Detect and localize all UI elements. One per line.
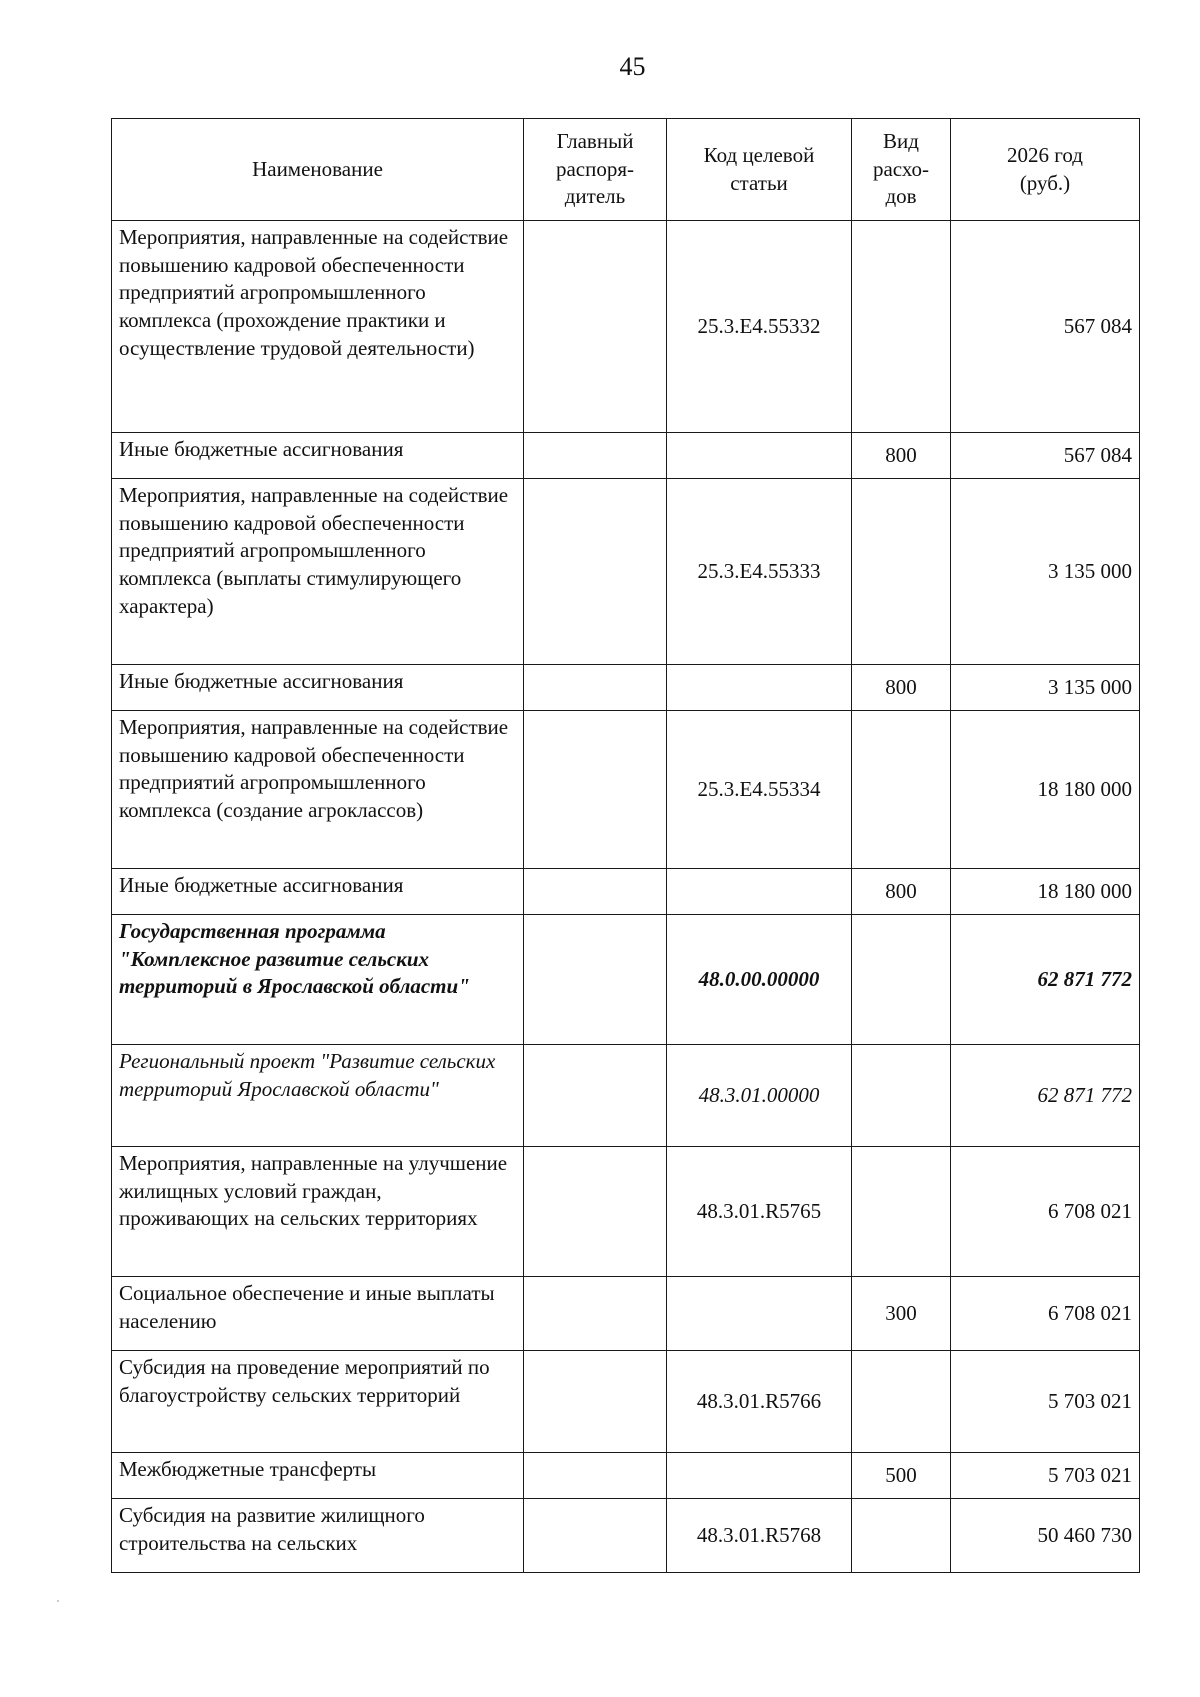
table-row	[112, 433, 1140, 479]
row-code: 25.3.Е4.55334	[667, 711, 852, 869]
row-manager	[524, 221, 667, 433]
row-manager	[524, 915, 667, 1045]
row-manager	[524, 1147, 667, 1277]
table-row	[112, 869, 1140, 915]
row-amount: 5 703 021	[951, 1351, 1140, 1453]
table-row	[112, 1277, 1140, 1351]
row-code: 48.0.00.00000	[667, 915, 852, 1045]
table-row	[112, 711, 1140, 869]
row-code	[667, 1453, 852, 1499]
row-name: Мероприятия, направленные на содействие повышению кадровой обеспеченности предприятий агропромышленного комплекса (выплаты стимулирующего характера)	[112, 479, 524, 665]
row-name: Субсидия на развитие жилищного строительства на сельских	[112, 1499, 524, 1573]
row-code: 48.3.01.R5765	[667, 1147, 852, 1277]
row-code	[667, 433, 852, 479]
row-expense-type	[852, 915, 951, 1045]
row-code: 25.3.Е4.55333	[667, 479, 852, 665]
row-manager	[524, 1453, 667, 1499]
row-expense-type	[852, 711, 951, 869]
row-name: Мероприятия, направленные на содействие повышению кадровой обеспеченности предприятий агропромышленного комплекса (прохождение практики и осуществление трудовой деятельности)	[112, 221, 524, 433]
row-expense-type	[852, 1147, 951, 1277]
row-name: Межбюджетные трансферты	[112, 1453, 524, 1499]
table-row	[112, 221, 1140, 433]
row-amount: 6 708 021	[951, 1147, 1140, 1277]
row-manager	[524, 1277, 667, 1351]
row-name: Социальное обеспечение и иные выплаты населению	[112, 1277, 524, 1351]
row-name: Государственная программа "Комплексное развитие сельских территорий в Ярославской области"	[112, 915, 524, 1045]
row-manager	[524, 433, 667, 479]
row-expense-type: 800	[852, 665, 951, 711]
row-expense-type	[852, 479, 951, 665]
header-code: Код целевой статьи	[667, 119, 852, 221]
table-row-program	[112, 915, 1140, 1045]
row-manager	[524, 1499, 667, 1573]
row-amount: 62 871 772	[951, 1045, 1140, 1147]
row-code	[667, 1277, 852, 1351]
row-amount: 6 708 021	[951, 1277, 1140, 1351]
header-row	[112, 119, 1140, 221]
row-expense-type	[852, 1045, 951, 1147]
row-manager	[524, 869, 667, 915]
row-name: Мероприятия, направленные на улучшение жилищных условий граждан, проживающих на сельских территориях	[112, 1147, 524, 1277]
row-expense-type	[852, 1499, 951, 1573]
table-row-project	[112, 1045, 1140, 1147]
row-expense-type: 300	[852, 1277, 951, 1351]
table-row	[112, 1351, 1140, 1453]
table-row	[112, 1499, 1140, 1573]
row-amount: 50 460 730	[951, 1499, 1140, 1573]
row-manager	[524, 711, 667, 869]
table-row	[112, 665, 1140, 711]
row-code: 48.3.01.R5768	[667, 1499, 852, 1573]
table-row	[112, 1453, 1140, 1499]
row-expense-type: 500	[852, 1453, 951, 1499]
row-amount: 62 871 772	[951, 915, 1140, 1045]
row-amount: 3 135 000	[951, 479, 1140, 665]
row-amount: 567 084	[951, 433, 1140, 479]
row-expense-type	[852, 1351, 951, 1453]
row-manager	[524, 665, 667, 711]
row-manager	[524, 1045, 667, 1147]
table-row	[112, 1147, 1140, 1277]
scan-speck	[57, 1600, 59, 1602]
row-name: Мероприятия, направленные на содействие повышению кадровой обеспеченности предприятий агропромышленного комплекса (создание агроклассов)	[112, 711, 524, 869]
header-manager: Главный распоря-дитель	[524, 119, 667, 221]
row-amount: 18 180 000	[951, 711, 1140, 869]
table-row	[112, 479, 1140, 665]
row-expense-type	[852, 221, 951, 433]
row-name: Региональный проект "Развитие сельских территорий Ярославской области"	[112, 1045, 524, 1147]
row-code	[667, 869, 852, 915]
budget-table	[111, 118, 1140, 1573]
header-name: Наименование	[112, 119, 524, 221]
row-amount: 5 703 021	[951, 1453, 1140, 1499]
row-manager	[524, 1351, 667, 1453]
row-expense-type: 800	[852, 869, 951, 915]
row-name: Иные бюджетные ассигнования	[112, 869, 524, 915]
row-code: 25.3.Е4.55332	[667, 221, 852, 433]
row-code: 48.3.01.R5766	[667, 1351, 852, 1453]
row-amount: 567 084	[951, 221, 1140, 433]
page-number: 45	[619, 52, 646, 81]
row-amount: 18 180 000	[951, 869, 1140, 915]
row-name: Иные бюджетные ассигнования	[112, 433, 524, 479]
row-name: Субсидия на проведение мероприятий по благоустройству сельских территорий	[112, 1351, 524, 1453]
row-name: Иные бюджетные ассигнования	[112, 665, 524, 711]
header-expense-type: Вид расхо-дов	[852, 119, 951, 221]
row-code	[667, 665, 852, 711]
header-amount: 2026 год (руб.)	[951, 119, 1140, 221]
row-manager	[524, 479, 667, 665]
row-expense-type: 800	[852, 433, 951, 479]
row-code: 48.3.01.00000	[667, 1045, 852, 1147]
row-amount: 3 135 000	[951, 665, 1140, 711]
